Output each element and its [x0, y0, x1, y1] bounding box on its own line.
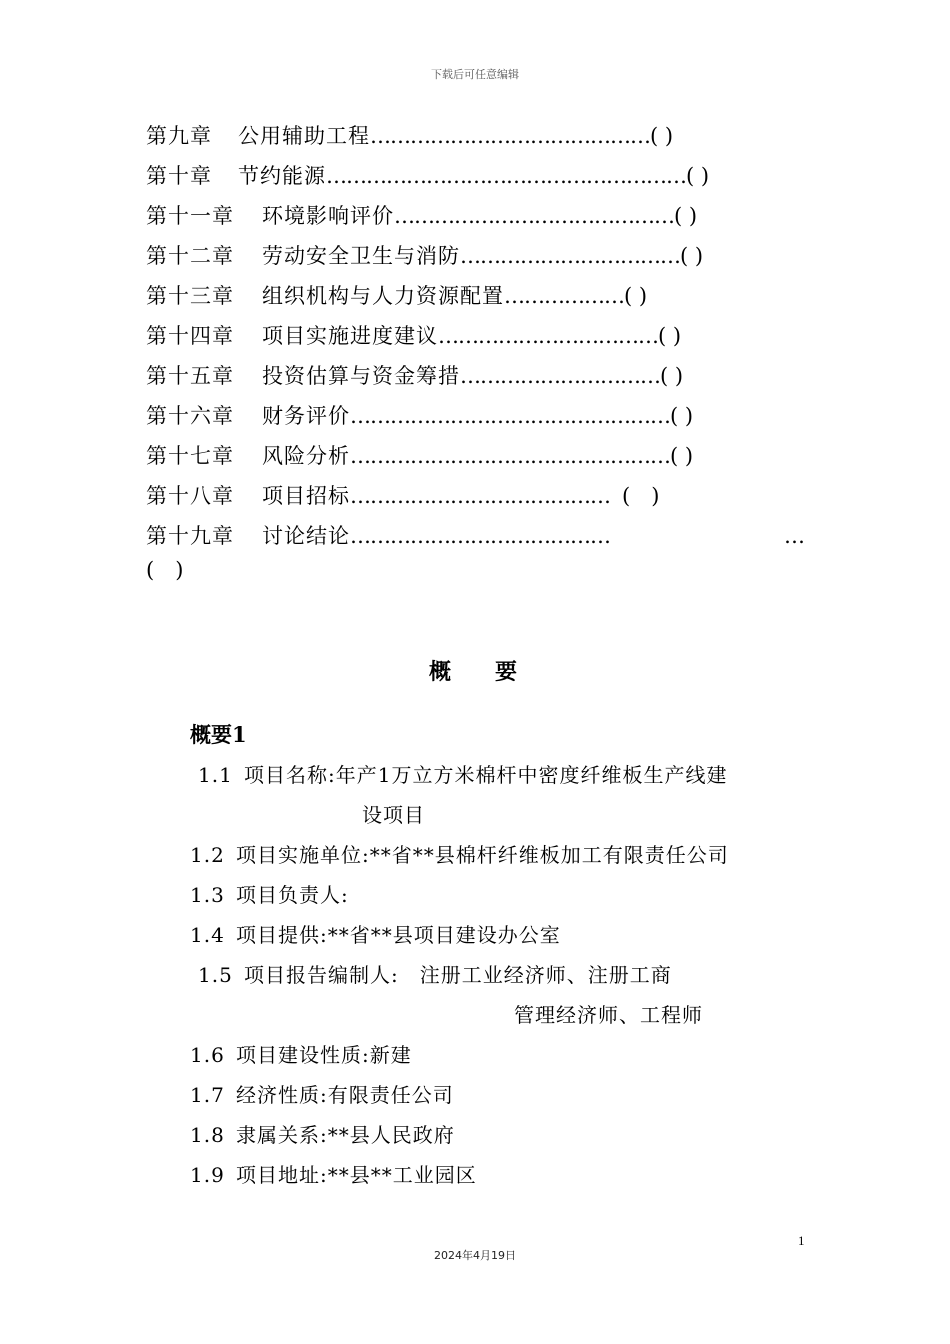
toc-page-ref: ( ): [674, 204, 698, 228]
item-number: 1.7: [190, 1083, 225, 1107]
toc-row[interactable]: [146, 240, 806, 280]
item-number: 1.3: [190, 883, 225, 907]
toc-page-ref: ( ): [650, 124, 674, 148]
toc-page-ref: ( ): [670, 444, 694, 468]
summary-item: [190, 960, 830, 1000]
item-number: 1.5: [198, 963, 233, 987]
toc-page-ref: ( ): [658, 324, 682, 348]
item-number: 1.2: [190, 843, 225, 867]
item-continuation: 设项目: [362, 803, 425, 827]
toc-row[interactable]: [146, 280, 806, 320]
toc-page-ref: ( ): [622, 484, 660, 508]
summary-heading: 概要1: [190, 722, 247, 747]
toc-row[interactable]: [146, 200, 806, 240]
footer-date: 2024年4月19日: [434, 1249, 516, 1262]
toc-title: 环境影响评价: [262, 204, 394, 228]
toc-chapter: 第十九章: [146, 524, 234, 548]
toc-title: 风险分析: [262, 444, 350, 468]
toc-title: 财务评价: [262, 404, 350, 428]
toc-row[interactable]: [146, 320, 806, 360]
toc-chapter: 第十一章: [146, 204, 234, 228]
summary-item: [190, 880, 830, 920]
toc-chapter: 第十七章: [146, 444, 234, 468]
section-title: 概要: [428, 659, 561, 685]
summary-item: [190, 760, 830, 800]
toc-title: 组织机构与人力资源配置: [262, 284, 504, 308]
item-text: 项目建设性质:新建: [236, 1043, 412, 1067]
toc-dots: ……………………………………: [370, 124, 650, 148]
toc-dots: …………………………………………: [350, 444, 670, 468]
toc-page-ref: …: [784, 524, 806, 548]
item-text: 经济性质:有限责任公司: [236, 1083, 454, 1107]
toc-chapter: 第十四章: [146, 324, 234, 348]
item-text: 项目名称:年产1万立方米棉杆中密度纤维板生产线建: [244, 763, 728, 787]
toc-chapter: 第十章: [146, 164, 212, 188]
page-number: 1: [798, 1233, 805, 1248]
summary-item: [190, 1120, 830, 1160]
toc-page-ref: ( ): [680, 244, 704, 268]
item-continuation: 管理经济师、工程师: [514, 1003, 703, 1027]
summary-item: [190, 1160, 830, 1200]
item-number: 1.4: [190, 923, 225, 947]
summary-item: [190, 840, 830, 880]
toc-row[interactable]: [146, 120, 806, 160]
item-text: 隶属关系:**县人民政府: [236, 1123, 455, 1147]
toc-page-ref: ( ): [670, 404, 694, 428]
toc-row[interactable]: [146, 400, 806, 440]
toc-title: 项目招标: [262, 484, 350, 508]
toc-title: 劳动安全卫生与消防: [262, 244, 460, 268]
item-text: 项目负责人:: [236, 883, 349, 907]
table-of-contents: [146, 120, 806, 600]
toc-page-ref: ( ): [660, 364, 684, 388]
toc-page-ref-wrapped: ( ): [146, 558, 184, 582]
summary-section: [190, 720, 830, 1200]
item-number: 1.9: [190, 1163, 225, 1187]
toc-dots: ……………………………………: [394, 204, 674, 228]
item-text: 项目地址:**县**工业园区: [236, 1163, 477, 1187]
toc-page-ref: ( ): [624, 284, 648, 308]
header-note: 下载后可任意编辑: [431, 68, 519, 81]
toc-chapter: 第十五章: [146, 364, 234, 388]
summary-item: [190, 1080, 830, 1120]
toc-row[interactable]: [146, 480, 806, 520]
toc-chapter: 第十八章: [146, 484, 234, 508]
toc-row[interactable]: [146, 520, 806, 560]
toc-page-ref: ( ): [686, 164, 710, 188]
toc-chapter: 第十六章: [146, 404, 234, 428]
toc-row[interactable]: [146, 360, 806, 400]
summary-item: [190, 920, 830, 960]
item-text: 项目实施单位:**省**县棉杆纤维板加工有限责任公司: [236, 843, 729, 867]
toc-title: 讨论结论: [262, 524, 350, 548]
toc-title: 公用辅助工程: [238, 124, 370, 148]
item-number: 1.8: [190, 1123, 225, 1147]
toc-dots: …………………………………: [350, 524, 610, 548]
toc-dots: …………………………………………: [350, 404, 670, 428]
toc-dots: …………………………: [460, 364, 660, 388]
toc-chapter: 第十三章: [146, 284, 234, 308]
toc-chapter: 第十二章: [146, 244, 234, 268]
toc-title: 项目实施进度建议: [262, 324, 438, 348]
toc-dots: ……………………………: [438, 324, 658, 348]
toc-row[interactable]: [146, 160, 806, 200]
item-text: 项目报告编制人: 注册工业经济师、注册工商: [244, 963, 672, 987]
toc-title: 投资估算与资金筹措: [262, 364, 460, 388]
toc-chapter: 第九章: [146, 124, 212, 148]
toc-title: 节约能源: [238, 164, 326, 188]
toc-dots: ……………………………: [460, 244, 680, 268]
toc-dots: ………………………………………………: [326, 164, 686, 188]
toc-dots: ………………: [504, 284, 624, 308]
item-number: 1.6: [190, 1043, 225, 1067]
toc-row[interactable]: [146, 440, 806, 480]
item-number: 1.1: [198, 763, 233, 787]
toc-dots: …………………………………: [350, 484, 610, 508]
item-text: 项目提供:**省**县项目建设办公室: [236, 923, 561, 947]
summary-item: [190, 1040, 830, 1080]
